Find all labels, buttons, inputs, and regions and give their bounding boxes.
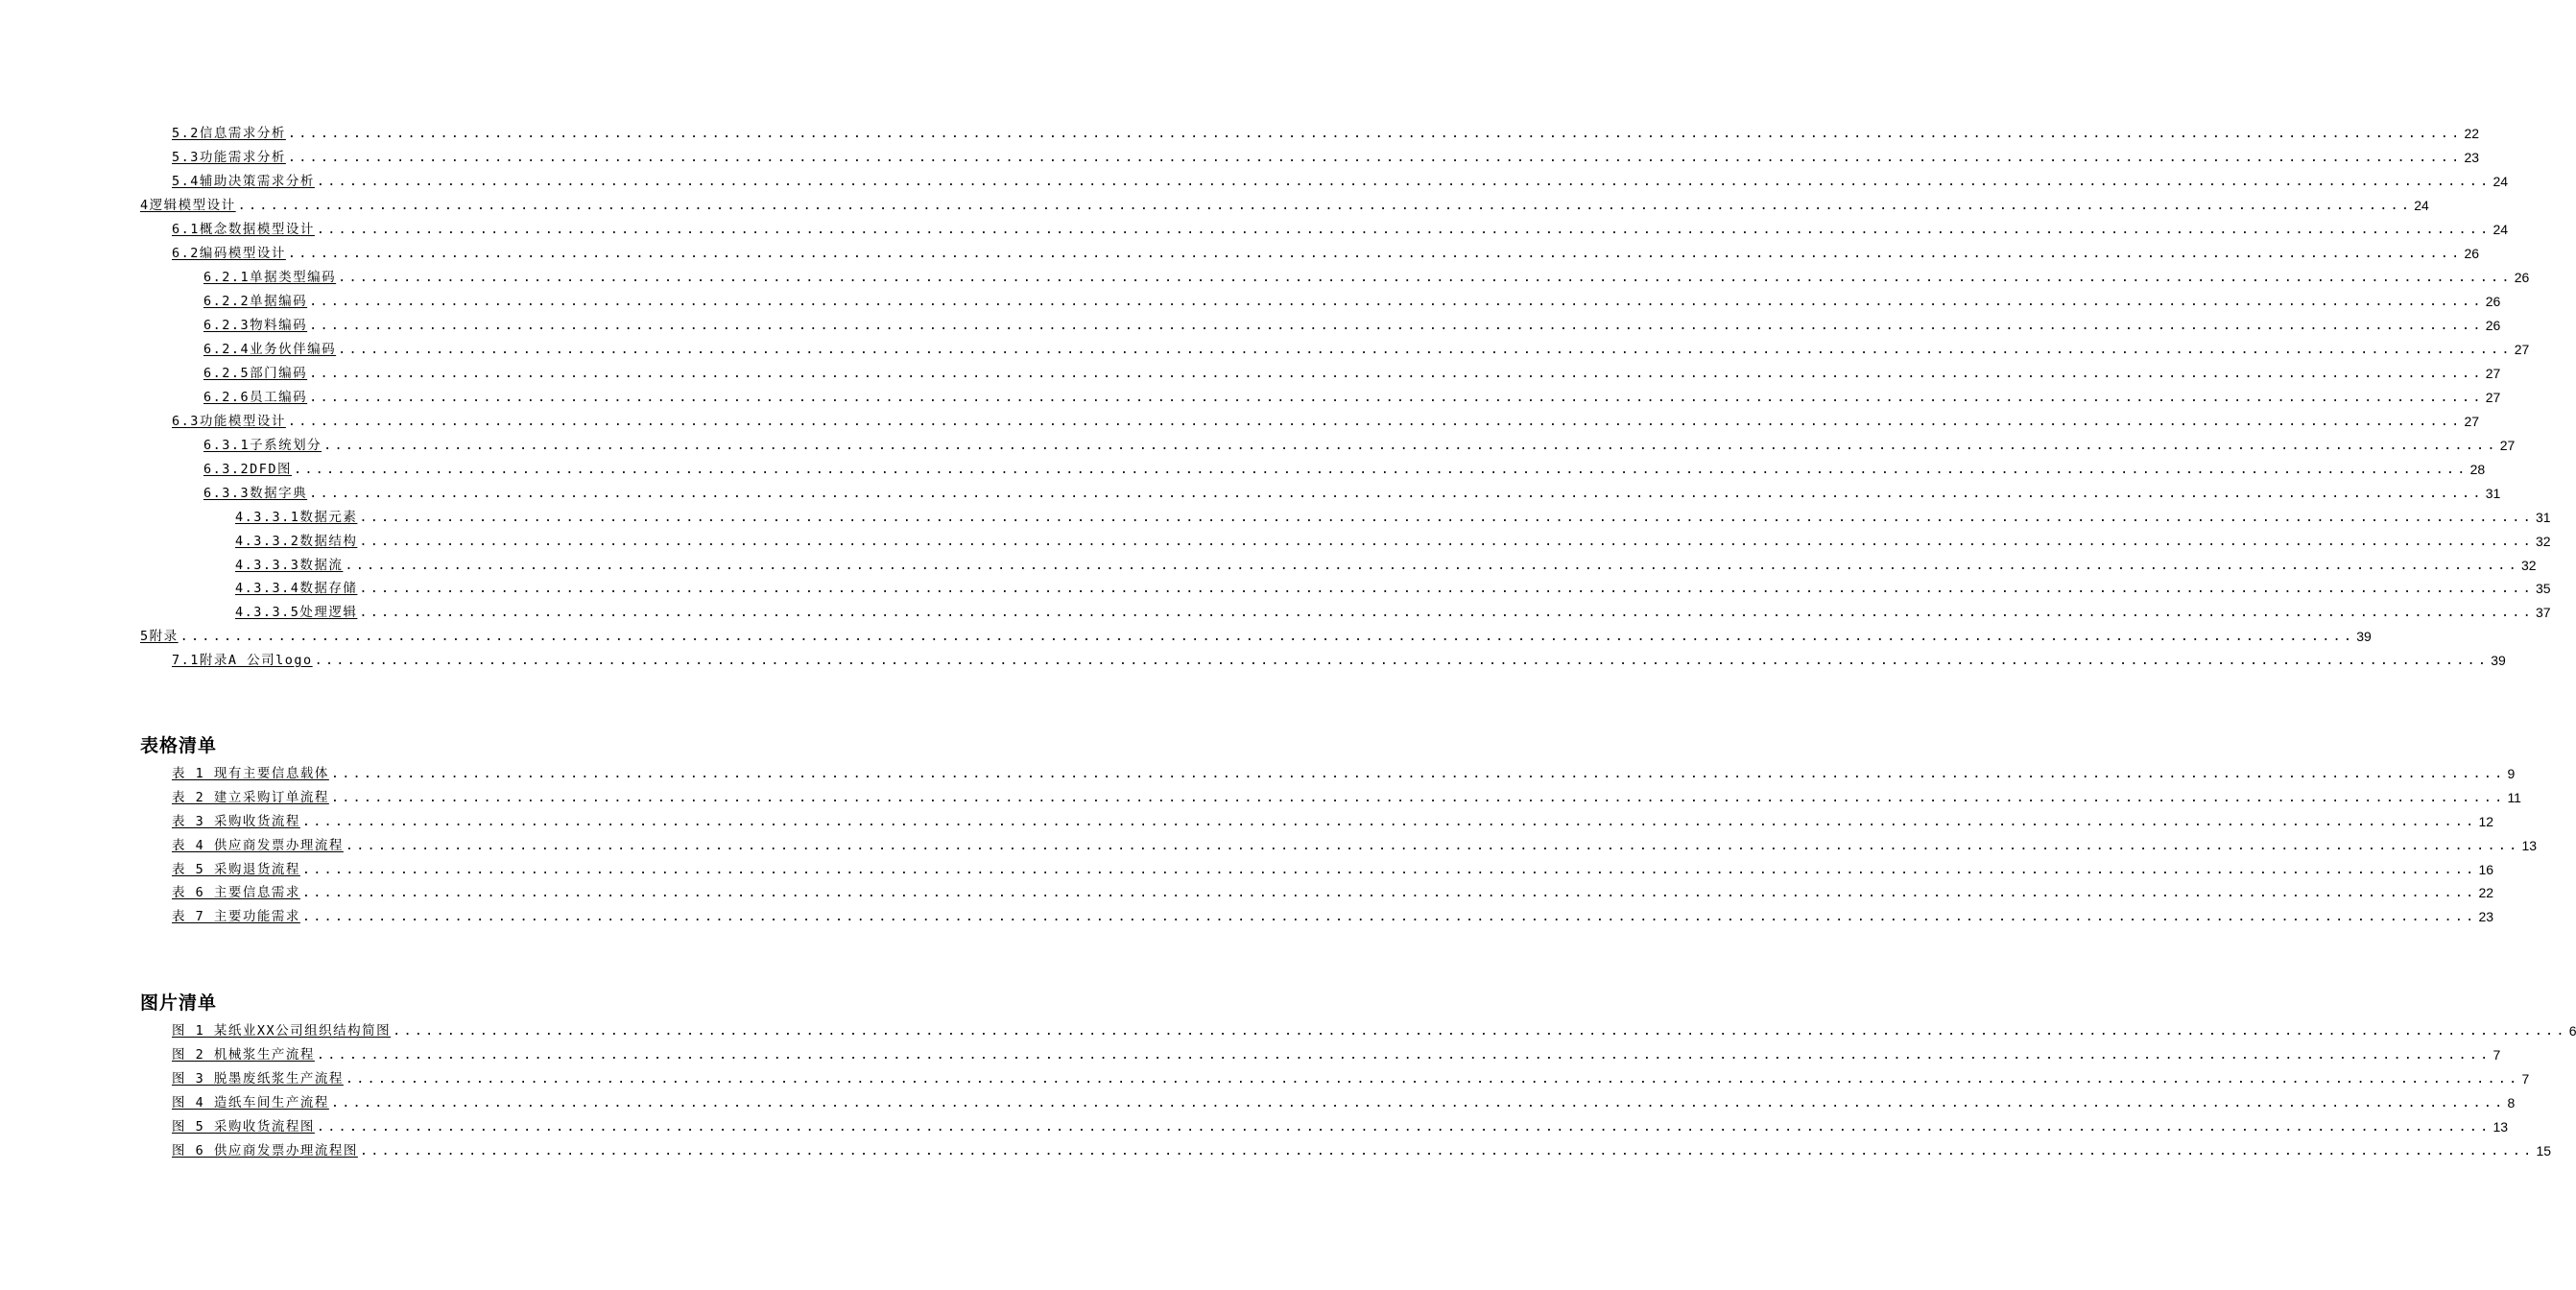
- dot-leader: ........................................................................................................................................................................................................: [359, 534, 2534, 549]
- toc-entry-label[interactable]: 6.2.6员工编码: [203, 390, 308, 405]
- figure-entry-page: 7: [2521, 1071, 2530, 1087]
- figure-list-entry[interactable]: [172, 1019, 2576, 1039]
- dot-leader: ........................................................................................................................................................................................................: [316, 222, 2492, 237]
- toc-entry[interactable]: [172, 649, 2506, 668]
- toc-entry-page: 24: [2493, 174, 2509, 189]
- figure-list-entry[interactable]: [172, 1091, 2516, 1111]
- table-list-entry[interactable]: [172, 858, 2494, 877]
- toc-entry[interactable]: [172, 242, 2480, 261]
- dot-leader: ........................................................................................................................................................................................................: [359, 1143, 2535, 1159]
- toc-entry-page: 39: [2491, 653, 2506, 668]
- toc-entry-page: 26: [2485, 318, 2501, 333]
- toc-entry-label[interactable]: 4.3.3.3数据流: [235, 558, 344, 573]
- toc-entry-page: 32: [2535, 534, 2551, 549]
- dot-leader: ........................................................................................................................................................................................................: [345, 558, 2519, 573]
- toc-entry[interactable]: [203, 338, 2530, 357]
- toc-entry[interactable]: [203, 290, 2501, 309]
- toc-entry[interactable]: [172, 218, 2509, 237]
- toc-entry[interactable]: [140, 194, 2429, 213]
- dot-leader: ........................................................................................................................................................................................................: [359, 510, 2534, 525]
- toc-entry[interactable]: [172, 122, 2480, 141]
- dot-leader: ........................................................................................................................................................................................................: [345, 1071, 2520, 1087]
- table-entry-page: 9: [2507, 766, 2516, 781]
- toc-entry-page: 37: [2535, 605, 2551, 620]
- toc-entry-label[interactable]: 6.2.4业务伙伴编码: [203, 342, 337, 357]
- figure-entry-label[interactable]: 图 4 造纸车间生产流程: [172, 1095, 329, 1111]
- table-entry-label[interactable]: 表 2 建立采购订单流程: [172, 790, 329, 805]
- toc-entry-label[interactable]: 6.1概念数据模型设计: [172, 222, 315, 237]
- dot-leader: ........................................................................................................................................................................................................: [179, 629, 2355, 644]
- toc-entry[interactable]: [235, 577, 2551, 596]
- table-entry-page: 13: [2521, 838, 2538, 853]
- figure-entry-label[interactable]: 图 5 采购收货流程图: [172, 1119, 315, 1135]
- table-list-entry[interactable]: [172, 881, 2494, 900]
- figure-entry-page: 13: [2493, 1119, 2509, 1135]
- figure-entry-label[interactable]: 图 2 机械浆生产流程: [172, 1047, 315, 1063]
- toc-entry-page: 27: [2464, 414, 2480, 429]
- dot-leader: ........................................................................................................................................................................................................: [314, 653, 2490, 668]
- toc-entry-label[interactable]: 6.2.3物料编码: [203, 318, 308, 333]
- table-list-entry[interactable]: [172, 810, 2494, 829]
- dot-leader: ........................................................................................................................................................................................................: [301, 862, 2477, 877]
- table-entry-page: 11: [2507, 790, 2521, 805]
- toc-entry[interactable]: [203, 314, 2501, 333]
- toc-entry-label[interactable]: 4.3.3.5处理逻辑: [235, 605, 358, 620]
- dot-leader: ........................................................................................................................................................................................................: [309, 294, 2484, 309]
- toc-entry-page: 31: [2485, 486, 2501, 501]
- dot-leader: ........................................................................................................................................................................................................: [301, 885, 2477, 900]
- toc-entry-label[interactable]: 4.3.3.2数据结构: [235, 534, 358, 549]
- figure-list-entry[interactable]: [172, 1043, 2501, 1063]
- toc-entry-label[interactable]: 5.2信息需求分析: [172, 126, 286, 141]
- table-entry-label[interactable]: 表 6 主要信息需求: [172, 885, 300, 900]
- dot-leader: ........................................................................................................................................................................................................: [338, 342, 2513, 357]
- dot-leader: ........................................................................................................................................................................................................: [316, 1047, 2492, 1063]
- toc-entry-label[interactable]: 6.2编码模型设计: [172, 246, 286, 261]
- table-entry-label[interactable]: 表 5 采购退货流程: [172, 862, 300, 877]
- dot-leader: ........................................................................................................................................................................................................: [309, 366, 2484, 381]
- dot-leader: ........................................................................................................................................................................................................: [294, 462, 2469, 477]
- dot-leader: ........................................................................................................................................................................................................: [359, 605, 2534, 620]
- dot-leader: ........................................................................................................................................................................................................: [237, 198, 2413, 213]
- toc-entry[interactable]: [203, 482, 2501, 501]
- table-list-entry[interactable]: [172, 834, 2538, 853]
- toc-entry[interactable]: [140, 625, 2372, 644]
- table-list-entry[interactable]: [172, 762, 2516, 781]
- dot-leader: ........................................................................................................................................................................................................: [287, 126, 2463, 141]
- toc-entry-page: 22: [2464, 126, 2480, 141]
- toc-entry-page: 27: [2485, 366, 2501, 381]
- figure-entry-page: 8: [2507, 1095, 2516, 1111]
- toc-entry-label[interactable]: 5.4辅助决策需求分析: [172, 174, 315, 189]
- figure-list-entry[interactable]: [172, 1115, 2509, 1135]
- toc-entry-label[interactable]: 6.3功能模型设计: [172, 414, 286, 429]
- dot-leader: ........................................................................................................................................................................................................: [359, 581, 2534, 596]
- dot-leader: ........................................................................................................................................................................................................: [287, 414, 2463, 429]
- toc-entry-page: 35: [2535, 581, 2551, 596]
- toc-entry[interactable]: [172, 146, 2480, 165]
- dot-leader: ........................................................................................................................................................................................................: [287, 150, 2463, 165]
- dot-leader: ........................................................................................................................................................................................................: [330, 790, 2506, 805]
- dot-leader: ........................................................................................................................................................................................................: [301, 909, 2477, 924]
- dot-leader: ........................................................................................................................................................................................................: [316, 174, 2492, 189]
- toc-entry[interactable]: [203, 266, 2530, 285]
- table-entry-label[interactable]: 表 3 采购收货流程: [172, 814, 300, 829]
- toc-entry[interactable]: [203, 458, 2486, 477]
- toc-entry-label[interactable]: 6.2.2单据编码: [203, 294, 308, 309]
- toc-entry-label[interactable]: 4逻辑模型设计: [140, 198, 236, 213]
- table-entry-page: 12: [2478, 814, 2494, 829]
- table-entry-page: 16: [2478, 862, 2494, 877]
- table-entry-label[interactable]: 表 1 现有主要信息载体: [172, 766, 329, 781]
- toc-entry[interactable]: [172, 410, 2480, 429]
- dot-leader: ........................................................................................................................................................................................................: [309, 318, 2484, 333]
- toc-entry-label[interactable]: 6.3.1子系统划分: [203, 438, 322, 453]
- table-entry-page: 23: [2478, 909, 2494, 924]
- toc-entry[interactable]: [203, 362, 2501, 381]
- toc-entry-page: 23: [2464, 150, 2480, 165]
- toc-entry[interactable]: [235, 530, 2551, 549]
- toc-entry-label[interactable]: 6.3.3数据字典: [203, 486, 308, 501]
- table-entry-label[interactable]: 表 4 供应商发票办理流程: [172, 838, 344, 853]
- figure-entry-page: 7: [2493, 1047, 2501, 1063]
- toc-entry-page: 32: [2520, 558, 2537, 573]
- toc-entry-label[interactable]: 4.3.3.1数据元素: [235, 510, 358, 525]
- table-entry-page: 22: [2478, 885, 2494, 900]
- toc-entry-page: 31: [2535, 510, 2551, 525]
- dot-leader: ........................................................................................................................................................................................................: [393, 1023, 2567, 1039]
- dot-leader: ........................................................................................................................................................................................................: [323, 438, 2498, 453]
- dot-leader: ........................................................................................................................................................................................................: [309, 486, 2484, 501]
- figure-entry-label[interactable]: 图 1 某纸业XX公司组织结构简图: [172, 1023, 392, 1039]
- toc-entry-page: 24: [2493, 222, 2509, 237]
- figure-entry-label[interactable]: 图 3 脱墨废纸浆生产流程: [172, 1071, 344, 1087]
- toc-entry[interactable]: [235, 601, 2551, 620]
- toc-entry-label[interactable]: 4.3.3.4数据存储: [235, 581, 358, 596]
- toc-entry-page: 26: [2485, 294, 2501, 309]
- toc-entry-label[interactable]: 6.2.1单据类型编码: [203, 270, 337, 285]
- toc-entry-page: 24: [2414, 198, 2429, 213]
- table-entry-label[interactable]: 表 7 主要功能需求: [172, 909, 300, 924]
- toc-entry-page: 39: [2356, 629, 2372, 644]
- toc-entry-page: 26: [2514, 270, 2530, 285]
- dot-leader: ........................................................................................................................................................................................................: [287, 246, 2463, 261]
- figures-heading: 图片清单: [140, 992, 218, 1014]
- toc-entry-page: 27: [2485, 390, 2501, 405]
- dot-leader: ........................................................................................................................................................................................................: [330, 1095, 2506, 1111]
- figure-entry-page: 6: [2568, 1023, 2576, 1039]
- toc-entry-page: 27: [2514, 342, 2530, 357]
- toc-entry[interactable]: [235, 506, 2551, 525]
- figure-list-entry[interactable]: [172, 1067, 2530, 1087]
- toc-entry-label[interactable]: 5附录: [140, 629, 179, 644]
- toc-entry-label[interactable]: 6.2.5部门编码: [203, 366, 308, 381]
- dot-leader: ........................................................................................................................................................................................................: [338, 270, 2513, 285]
- toc-entry-page: 26: [2464, 246, 2480, 261]
- dot-leader: ........................................................................................................................................................................................................: [301, 814, 2477, 829]
- tables-heading: 表格清单: [140, 735, 218, 756]
- table-list-entry[interactable]: [172, 786, 2521, 805]
- toc-entry-page: 27: [2499, 438, 2516, 453]
- figure-entry-page: 15: [2536, 1143, 2552, 1159]
- toc-entry[interactable]: [172, 170, 2509, 189]
- toc-entry-label[interactable]: 7.1附录A 公司logo: [172, 653, 313, 668]
- toc-entry[interactable]: [203, 434, 2516, 453]
- toc-entry-page: 28: [2469, 462, 2486, 477]
- figure-entry-label[interactable]: 图 6 供应商发票办理流程图: [172, 1143, 358, 1159]
- toc-entry[interactable]: [203, 386, 2501, 405]
- dot-leader: ........................................................................................................................................................................................................: [345, 838, 2520, 853]
- toc-entry-label[interactable]: 5.3功能需求分析: [172, 150, 286, 165]
- toc-entry[interactable]: [235, 554, 2537, 573]
- dot-leader: ........................................................................................................................................................................................................: [330, 766, 2506, 781]
- figure-list-entry[interactable]: [172, 1139, 2552, 1159]
- dot-leader: ........................................................................................................................................................................................................: [316, 1119, 2492, 1135]
- dot-leader: ........................................................................................................................................................................................................: [309, 390, 2484, 405]
- toc-entry-label[interactable]: 6.3.2DFD图: [203, 462, 293, 477]
- table-list-entry[interactable]: [172, 905, 2494, 924]
